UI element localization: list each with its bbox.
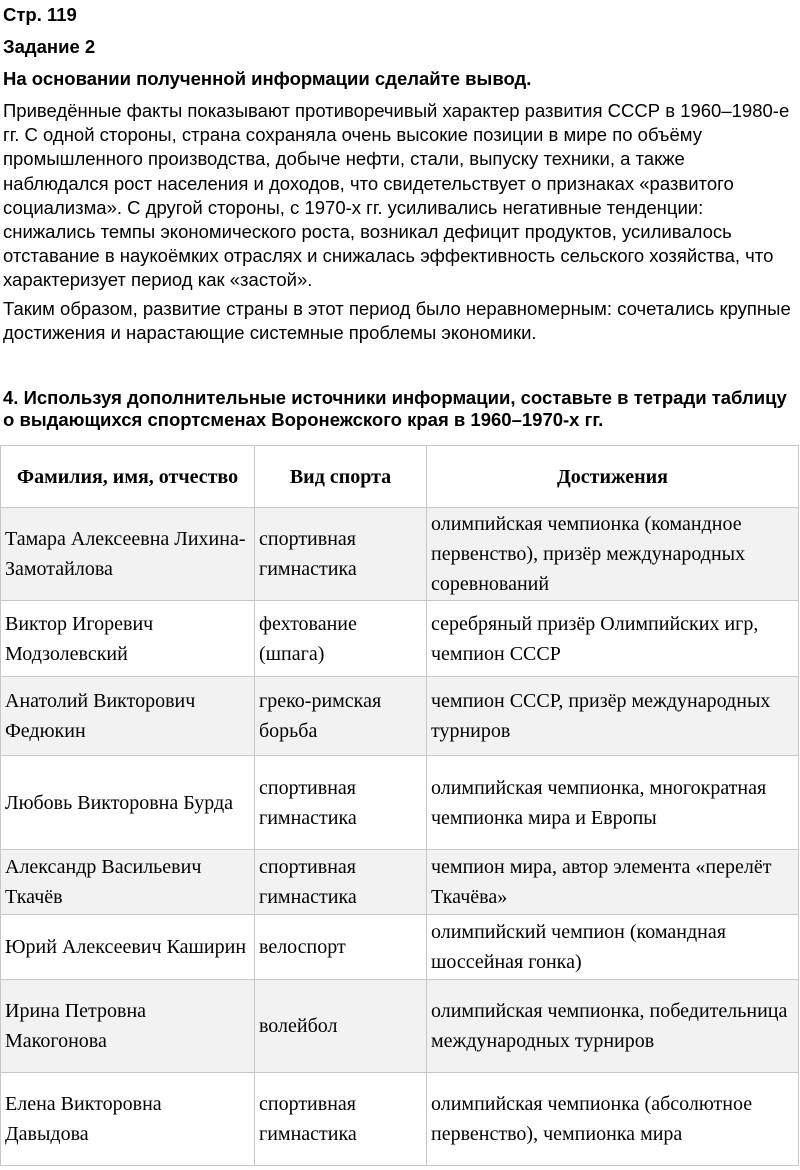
table-row bbox=[1, 850, 799, 915]
answer-paragraph-2: Таким образом, развитие страны в этот период было неравномерным: сочетались крупные достижения и нарастающие системные проблемы экономики. bbox=[3, 298, 791, 344]
table-row bbox=[1, 601, 799, 677]
table-header-row bbox=[1, 446, 799, 508]
cell-full-name: Тамара Алексеевна Лихина-Замотайлова bbox=[1, 508, 255, 601]
cell-achievements: олимпийский чемпион (командная шоссейная гонка) bbox=[427, 915, 799, 980]
header-sport: Вид спорта bbox=[255, 446, 427, 508]
cell-achievements: олимпийская чемпионка, многократная чемпионка мира и Европы bbox=[427, 756, 799, 850]
cell-sport: спортивная гимнастика bbox=[255, 756, 427, 850]
page-reference: Стр. 119 bbox=[3, 4, 77, 25]
header-achievements: Достижения bbox=[427, 446, 799, 508]
table-row bbox=[1, 508, 799, 601]
cell-achievements: чемпион СССР, призёр международных турниров bbox=[427, 677, 799, 756]
cell-sport: спортивная гимнастика bbox=[255, 850, 427, 915]
table-row bbox=[1, 1073, 799, 1166]
answer-paragraph-1: Приведённые факты показывают противоречивый характер развития СССР в 1960–1980-е гг. С одной стороны, страна сохраняла очень высокие позиции в мире по объёму промышленного производства, добыче нефти, стали, выпуску техники, а также наблюдался рост населения и доходов, что свидетельствует о признаках «развитого социализма». С другой стороны, с 1970-х гг. усиливались негативные тенденции: снижались темпы экономического роста, возникал дефицит продуктов, усиливалось отставание в наукоёмких отраслях и снижалась эффективность сельского хозяйства, что характеризует период как «застой». bbox=[3, 100, 790, 291]
cell-achievements: чемпион мира, автор элемента «перелёт Ткачёва» bbox=[427, 850, 799, 915]
cell-achievements: олимпийская чемпионка (абсолютное первенство), чемпионка мира bbox=[427, 1073, 799, 1166]
cell-full-name: Любовь Викторовна Бурда bbox=[1, 756, 255, 850]
cell-achievements: олимпийская чемпионка (командное первенство), призёр международных соревнований bbox=[427, 508, 799, 601]
cell-full-name: Ирина Петровна Макогонова bbox=[1, 980, 255, 1073]
header-full-name: Фамилия, имя, отчество bbox=[1, 446, 255, 508]
table-row bbox=[1, 756, 799, 850]
question-4-heading: 4. Используя дополнительные источники информации, составьте в тетради таблицу о выдающихся спортсменах Воронежского края в 1960–1970-х гг. bbox=[3, 387, 787, 430]
cell-sport: спортивная гимнастика bbox=[255, 1073, 427, 1166]
cell-full-name: Анатолий Викторович Федюкин bbox=[1, 677, 255, 756]
cell-achievements: олимпийская чемпионка, победительница международных турниров bbox=[427, 980, 799, 1073]
cell-sport: волейбол bbox=[255, 980, 427, 1073]
table-row bbox=[1, 980, 799, 1073]
cell-sport: греко-римская борьба bbox=[255, 677, 427, 756]
table-row bbox=[1, 915, 799, 980]
cell-full-name: Юрий Алексеевич Каширин bbox=[1, 915, 255, 980]
task-title: Задание 2 bbox=[3, 36, 96, 57]
athletes-table bbox=[0, 445, 799, 1166]
cell-sport: велоспорт bbox=[255, 915, 427, 980]
cell-achievements: серебряный призёр Олимпийских игр, чемпион СССР bbox=[427, 601, 799, 677]
table-row bbox=[1, 677, 799, 756]
cell-full-name: Александр Васильевич Ткачёв bbox=[1, 850, 255, 915]
task-instruction: На основании полученной информации сделайте вывод. bbox=[3, 68, 532, 89]
cell-full-name: Виктор Игоревич Модзолевский bbox=[1, 601, 255, 677]
cell-sport: фехтование (шпага) bbox=[255, 601, 427, 677]
cell-sport: спортивная гимнастика bbox=[255, 508, 427, 601]
cell-full-name: Елена Викторовна Давыдова bbox=[1, 1073, 255, 1166]
